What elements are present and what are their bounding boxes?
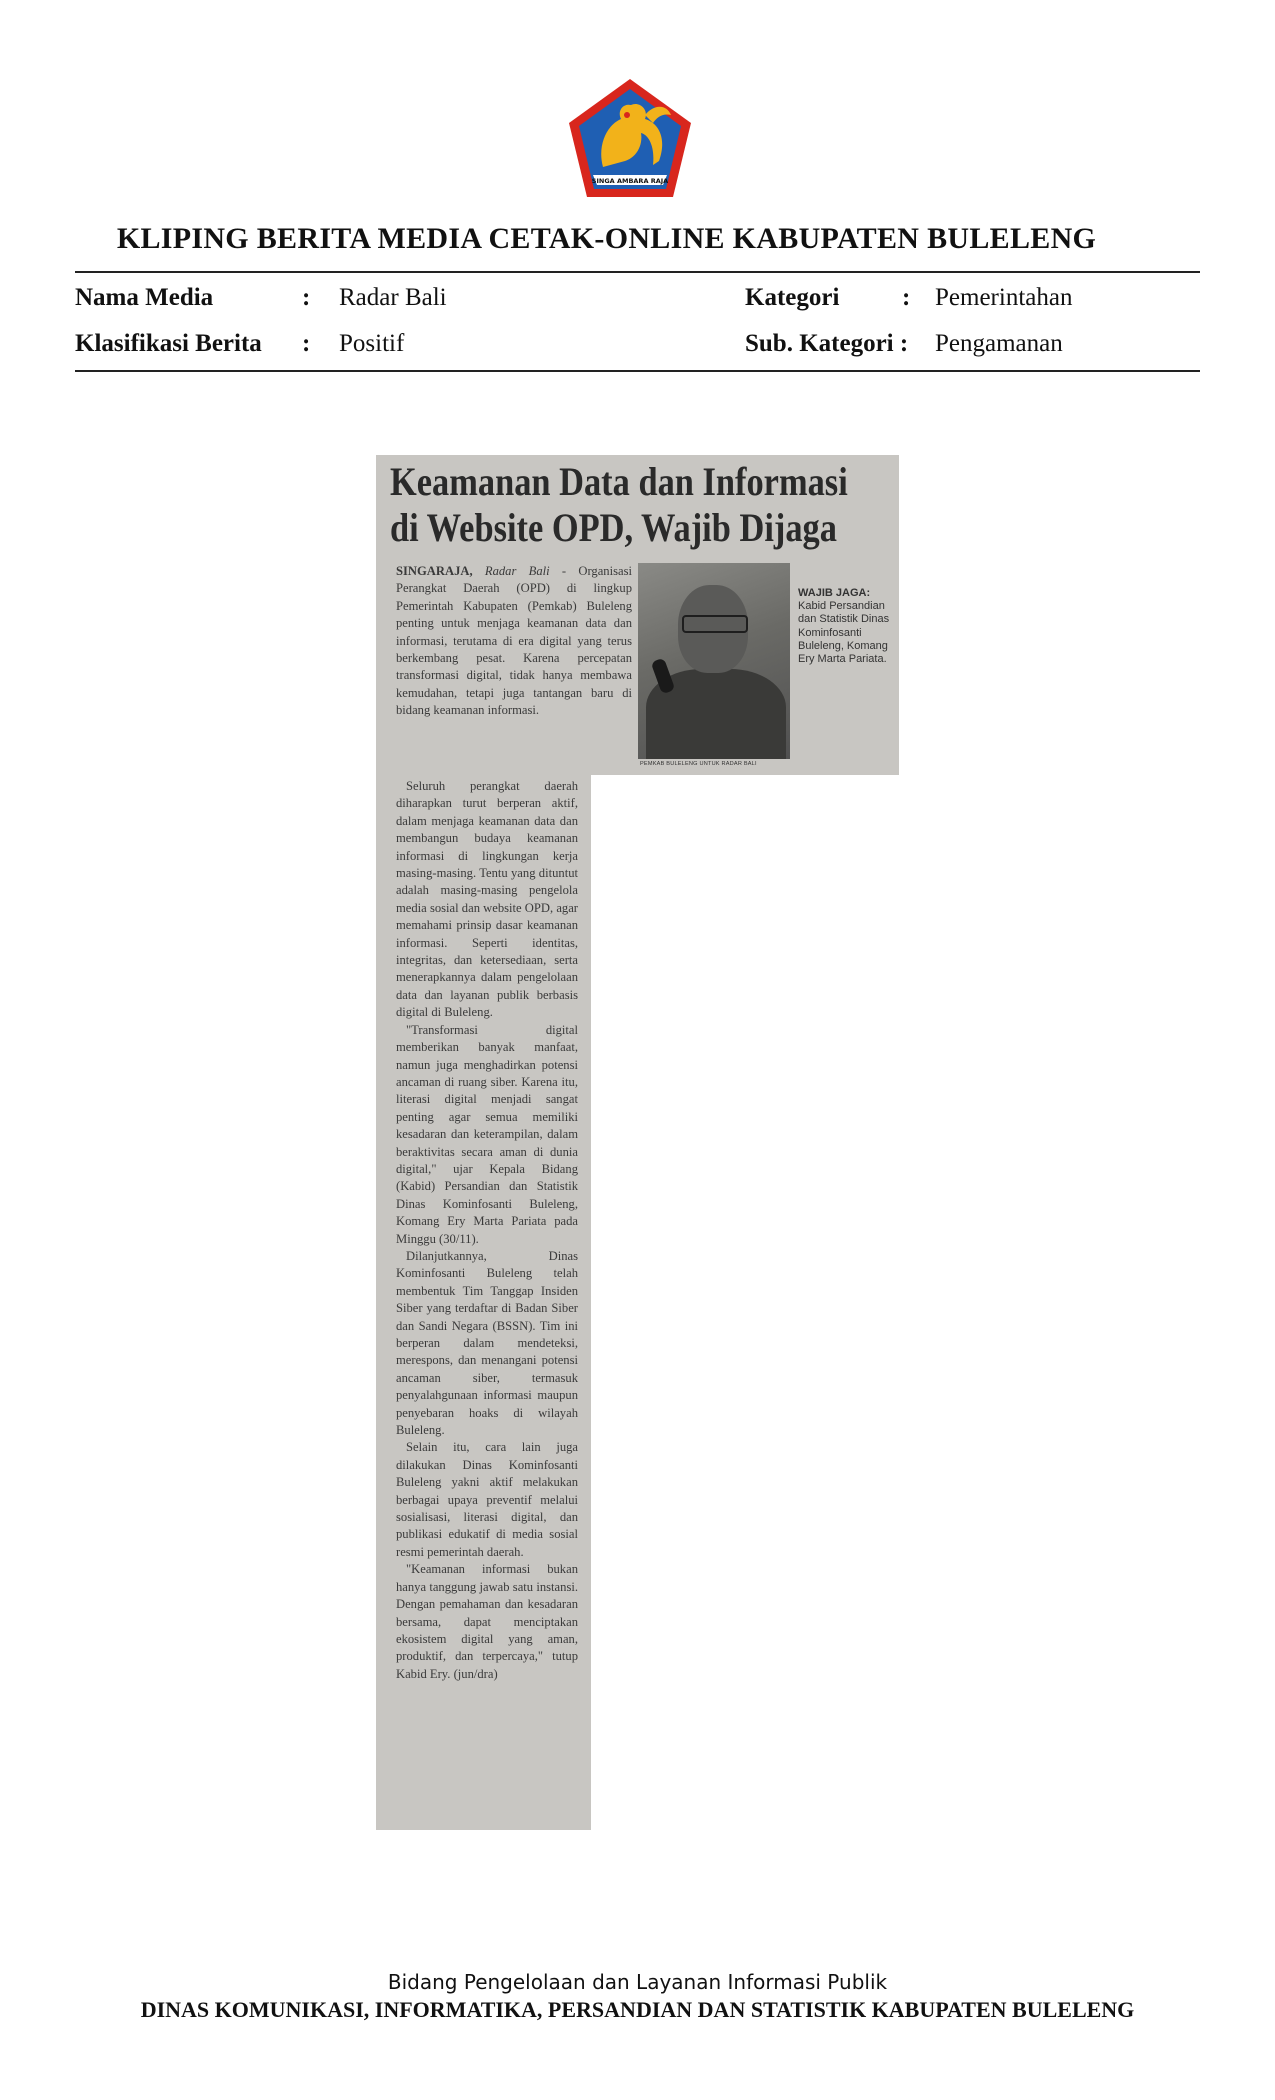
- article-paragraph-4: Dilanjutkannya, Dinas Kominfosanti Buleleng telah membentuk Tim Tanggap Insiden Siber yang terdaftar di Badan Siber dan Sandi Negara (BSSN). Tim ini berperan dalam mendeteksi, merespons, dan menangani potensi ancaman siber, termasuk penyalahgunaan informasi maupun penyebaran hoaks di wilayah Buleleng.: [396, 1248, 578, 1438]
- photo-credit: PEMKAB BULELENG UNTUK RADAR BALI: [640, 761, 757, 767]
- article-paragraph-6: "Keamanan informasi bukan hanya tanggung jawab satu instansi. Dengan pemahaman dan kesadaran bersama, dapat menciptakan ekosistem digital yang aman, produktif, dan terpercaya," tutup Kabid Ery. (jun/dra): [396, 1562, 578, 1681]
- footer-department: Bidang Pengelolaan dan Layanan Informasi Publik: [387, 1970, 888, 1994]
- caption-text: Kabid Persandian dan Statistik Dinas Kominfosanti Buleleng, Komang Ery Marta Pariata.: [798, 600, 890, 666]
- klasifikasi-value: Positif: [339, 330, 405, 357]
- article-photo: [638, 563, 790, 759]
- caption-lead: WAJIB JAGA:: [798, 587, 871, 599]
- news-clipping-top: [376, 455, 899, 775]
- article-paragraph-2: Seluruh perangkat daerah diharapkan turut berperan aktif, dalam menjaga keamanan data dan membangun budaya keamanan informasi di lingkungan kerja masing-masing. Tentu yang dituntut adalah masing-masing pengelola media sosial dan website OPD, agar memahami prinsip dasar keamanan informasi. Seperti identitas, integritas, dan ketersediaan, serta menerapkannya dalam pengelolaan data dan layanan publik berbasis digital di Buleleng.: [396, 779, 578, 1020]
- article-intro: [396, 563, 632, 720]
- kategori-label: Kategori: [745, 284, 840, 311]
- article-dateline: SINGARAJA,: [396, 564, 473, 578]
- headline-line-1: Keamanan Data dan Informasi: [390, 459, 848, 504]
- header-divider-top: [75, 271, 1200, 273]
- photo-caption: [798, 587, 894, 666]
- news-clipping-column: [376, 774, 591, 1830]
- article-paragraph-1: - Organisasi Perangkat Daerah (OPD) di lingkup Pemerintah Kabupaten (Pemkab) Buleleng penting untuk menjaga keamanan data dan informasi, terutama di era digital yang terus berkembang pesat. Karena percepatan transformasi digital, tidak hanya membawa kemudahan, tetapi juga tantangan baru di bidang keamanan informasi.: [396, 564, 632, 718]
- article-source: Radar Bali: [484, 564, 550, 578]
- subkategori-value: Pengamanan: [935, 330, 1063, 357]
- article-paragraph-5: Selain itu, cara lain juga dilakukan Dinas Kominfosanti Buleleng yakni aktif melakukan berbagai upaya preventif melalui sosialisasi, literasi digital, dan publikasi edukatif di media sosial resmi pemerintah daerah.: [396, 1440, 578, 1559]
- header-divider-bottom: [75, 370, 1200, 372]
- media-label: Nama Media: [75, 284, 214, 311]
- buleleng-logo: [563, 75, 697, 201]
- headline-line-2: di Website OPD, Wajib Dijaga: [390, 505, 837, 550]
- page-title: KLIPING BERITA MEDIA CETAK-ONLINE KABUPATEN BULELENG: [116, 222, 1097, 255]
- footer-agency: DINAS KOMUNIKASI, INFORMATIKA, PERSANDIAN DAN STATISTIK KABUPATEN BULELENG: [140, 1997, 1135, 2022]
- subkategori-label: Sub. Kategori :: [745, 330, 909, 357]
- klasifikasi-label: Klasifikasi Berita: [75, 330, 262, 357]
- logo-text: SINGA AMBARA RAJA: [591, 177, 669, 185]
- klasifikasi-colon: :: [302, 330, 311, 357]
- media-colon: :: [302, 284, 311, 311]
- kategori-value: Pemerintahan: [935, 284, 1073, 311]
- article-body: [396, 778, 578, 1683]
- kategori-colon: :: [902, 284, 911, 311]
- media-value: Radar Bali: [339, 284, 447, 311]
- article-paragraph-3: "Transformasi digital memberikan banyak manfaat, namun juga menghadirkan potensi ancaman di ruang siber. Karena itu, literasi digital menjadi sangat penting agar semua memiliki kesadaran dan keterampilan, dalam beraktivitas secara aman di dunia digital," ujar Kepala Bidang (Kabid) Persandian dan Statistik Dinas Kominfosanti Buleleng, Komang Ery Marta Pariata pada Minggu (30/11).: [396, 1022, 578, 1246]
- article-headline: [390, 459, 848, 551]
